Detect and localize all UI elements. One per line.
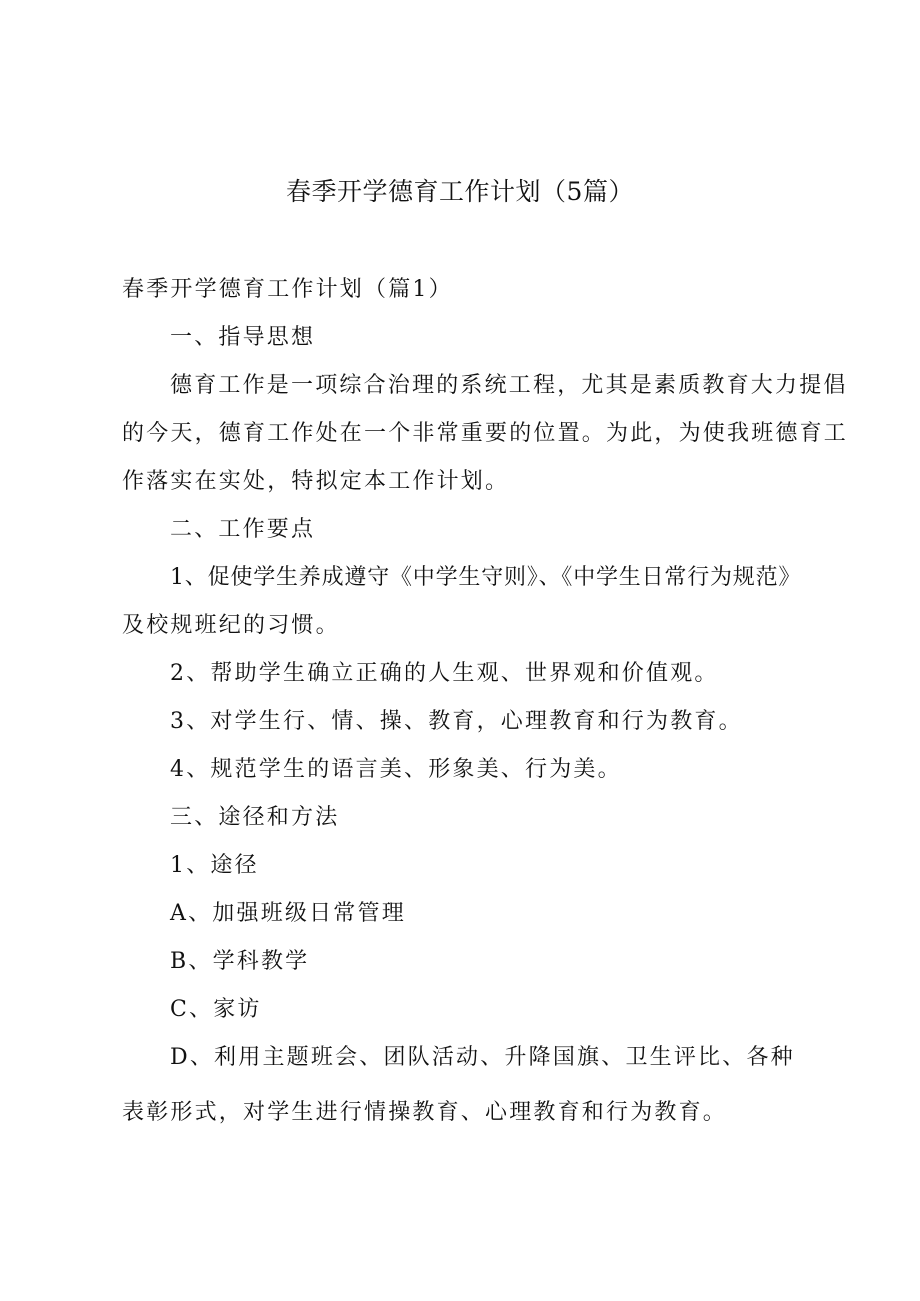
key-point-item: 2、帮助学生确立正确的人生观、世界观和价值观。 [170, 661, 719, 686]
key-point-item: 3、对学生行、情、操、教育，心理教育和行为教育。 [170, 709, 743, 734]
methods-heading: 三、途径和方法 [170, 805, 340, 830]
document-title: 春季开学德育工作计划（5篇） [286, 177, 634, 206]
guiding-thought-heading: 一、指导思想 [170, 325, 316, 350]
approach-heading: 1、途径 [170, 853, 259, 878]
key-points-heading: 二、工作要点 [170, 517, 316, 542]
approach-item: B、学科教学 [170, 949, 310, 974]
guiding-thought-paragraph-line: 的今天，德育工作处在一个非常重要的位置。为此，为使我班德育工 [122, 421, 849, 446]
key-point-item-line: 及校规班纪的习惯。 [122, 613, 340, 638]
section-heading: 春季开学德育工作计划（篇1） [122, 277, 453, 302]
key-point-item-line: 1、促使学生养成遵守《中学生守则》、《中学生日常行为规范》 [170, 565, 802, 590]
approach-item: A、加强班级日常管理 [170, 901, 406, 926]
approach-item: C、家访 [170, 997, 262, 1022]
key-point-item: 4、规范学生的语言美、形象美、行为美。 [170, 757, 622, 782]
approach-item-line: D、利用主题班会、团队活动、升降国旗、卫生评比、各种 [170, 1045, 795, 1070]
approach-item-line: 表彰形式，对学生进行情操教育、心理教育和行为教育。 [122, 1100, 728, 1125]
guiding-thought-paragraph-line: 作落实在实处，特拟定本工作计划。 [122, 469, 510, 494]
guiding-thought-paragraph-line: 德育工作是一项综合治理的系统工程，尤其是素质教育大力提倡 [170, 373, 848, 398]
